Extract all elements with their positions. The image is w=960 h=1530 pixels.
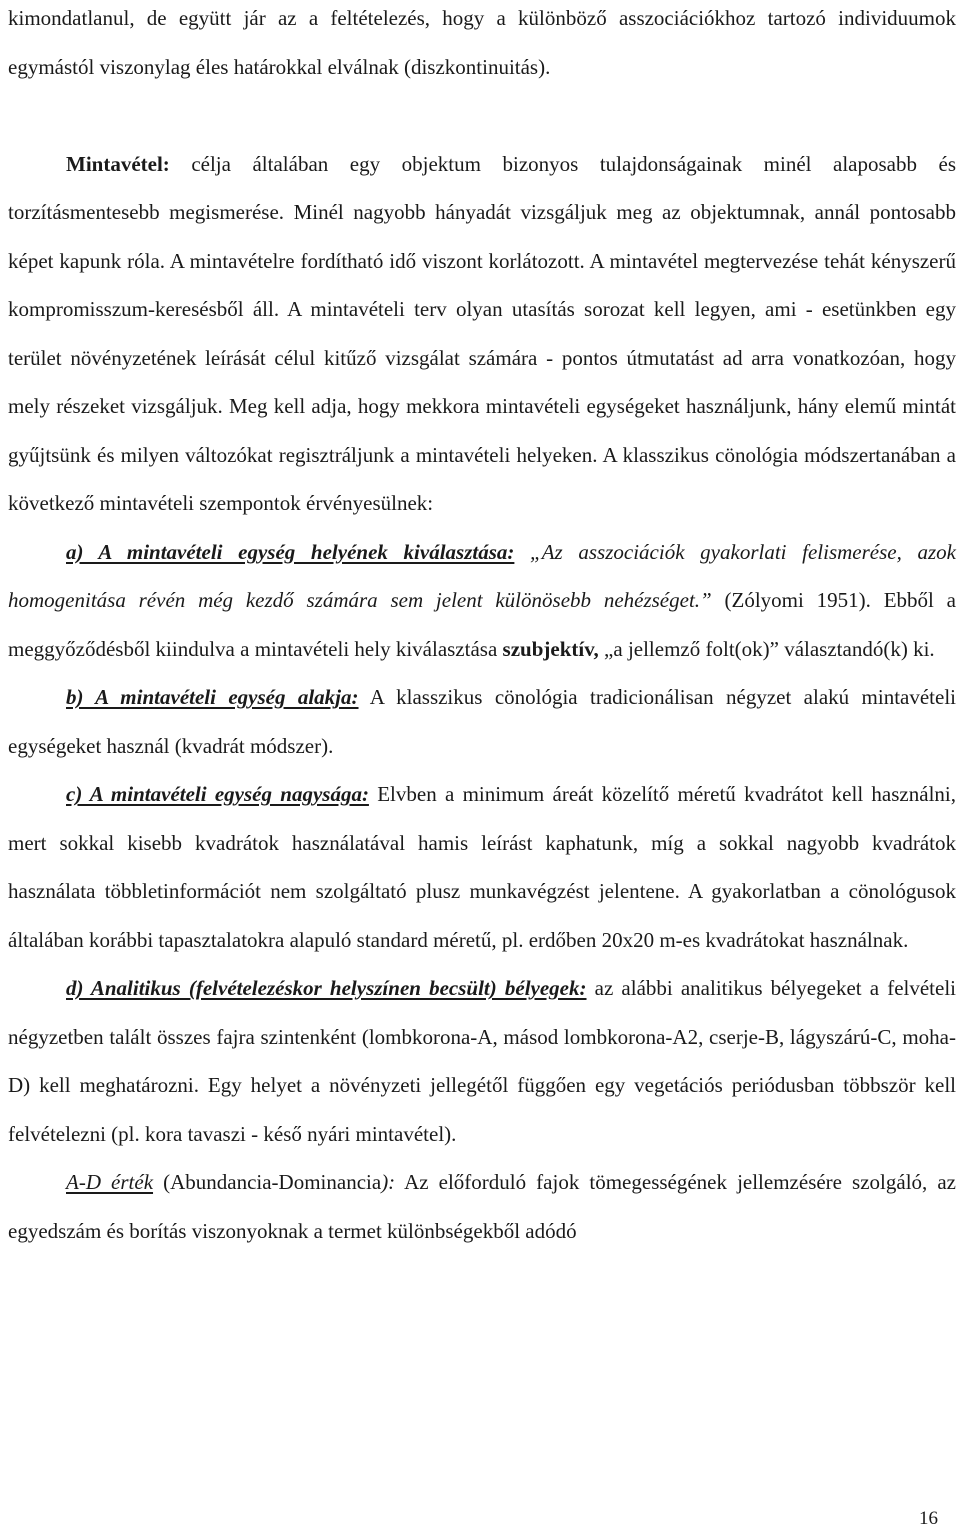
paragraph-text: Az előforduló fajok tömegességének jellemzésére szolgáló, az egyedszám és borítás viszonyoknak a termet különbségekből adódó	[8, 1170, 956, 1243]
term-closing: ):	[381, 1170, 396, 1194]
quote-zolyomi: „Az asszociációk gyakorlati felismerése, azok homogenitása révén még kezdő számára sem jelent különösebb nehézséget.”	[8, 539, 957, 612]
paragraph-text: az alábbi analitikus bélyegeket a felvételi négyzetben talált összes fajra szintenként (lombkorona-A, másod lombkorona-A2, cserje-B, lágyszárú-C, moha-D) kell meghatározni. Egy helyet a növényzeti jellegétől függően egy vegetációs periódusban többször kell felvételezni (pl. kora tavaszi - késő nyári mintavétel).	[8, 976, 956, 1146]
heading-d: d) Analitikus (felvételezéskor helyszínen becsült) bélyegek:	[66, 976, 587, 1000]
paragraph-mintavetel	[8, 140, 956, 528]
term-szubjektiv: szubjektív,	[502, 636, 599, 661]
term-ad-ertek: A-D érték	[66, 1170, 154, 1194]
paragraph-text: kimondatlanul, de együtt jár az a feltételezés, hogy a különböző asszociációkhoz tartozó individuumok egymástól viszonylag éles határokkal elválnak (diszkontinuitás).	[8, 6, 956, 79]
heading-a: a) A mintavételi egység helyének kiválasztása:	[66, 539, 515, 564]
heading-b: b) A mintavételi egység alakja:	[66, 685, 359, 709]
paragraph-text: A klasszikus cönológia tradicionálisan négyzet alakú mintavételi egységeket használ (kvadrát módszer).	[8, 685, 956, 758]
paragraph-alakja	[8, 673, 956, 770]
paragraph-text: (Zólyomi 1951). Ebből a meggyőződésből kiindulva a mintavételi hely kiválasztása	[8, 588, 956, 661]
document-page	[8, 0, 956, 1255]
heading-c: c) A mintavételi egység nagysága:	[66, 782, 369, 806]
paragraph-analitikus	[8, 964, 956, 1158]
paragraph-ad-ertek	[8, 1158, 956, 1255]
term-mintavetel: Mintavétel:	[66, 151, 170, 176]
paragraph-nagysaga	[8, 770, 956, 964]
paragraph-text: (Abundancia-Dominancia	[153, 1170, 382, 1194]
paragraph-text: Elvben a minimum áreát közelítő méretű kvadrátot kell használni, mert sokkal kisebb kvadrátok használatával hamis leírást kaphatunk, míg a sokkal nagyobb kvadrátok használata többletinformációt nem szolgáltató plusz munkavégzést jelentene. A gyakorlatban a cönológusok általában korábbi tapasztalatokra alapuló standard méretű, pl. erdőben 20x20 m-es kvadrátokat használnak.	[8, 782, 956, 952]
paragraph-text: célja általában egy objektum bizonyos tulajdonságainak minél alaposabb és torzításmentesebb megismerése. Minél nagyobb hányadát vizsgáljuk meg az objektumnak, annál pontosabb képet kapunk róla. A mintavételre fordítható idő viszont korlátozott. A mintavétel megtervezése tehát kényszerű kompromisszum-keresésből áll. A mintavételi terv olyan utasítás sorozat kell legyen, ami - esetünkben egy terület növényzetének leírását célul kitűző vizsgálat számára - pontos útmutatást ad arra vonatkozóan, hogy mely részeket vizsgáljuk. Meg kell adja, hogy mekkora mintavételi egységeket használjunk, hány elemű mintát gyűjtsünk és milyen változókat regisztráljunk a mintavételi helyeken. A klasszikus cönológia módszertanában a következő mintavételi szempontok érvényesülnek:	[8, 151, 956, 515]
page-number: 16	[919, 1508, 938, 1529]
paragraph-text: „a jellemző folt(ok)” választandó(k) ki.	[598, 636, 935, 661]
paragraph-helyenek-kivalasztasa	[8, 528, 956, 674]
paragraph-intro	[8, 0, 956, 91]
